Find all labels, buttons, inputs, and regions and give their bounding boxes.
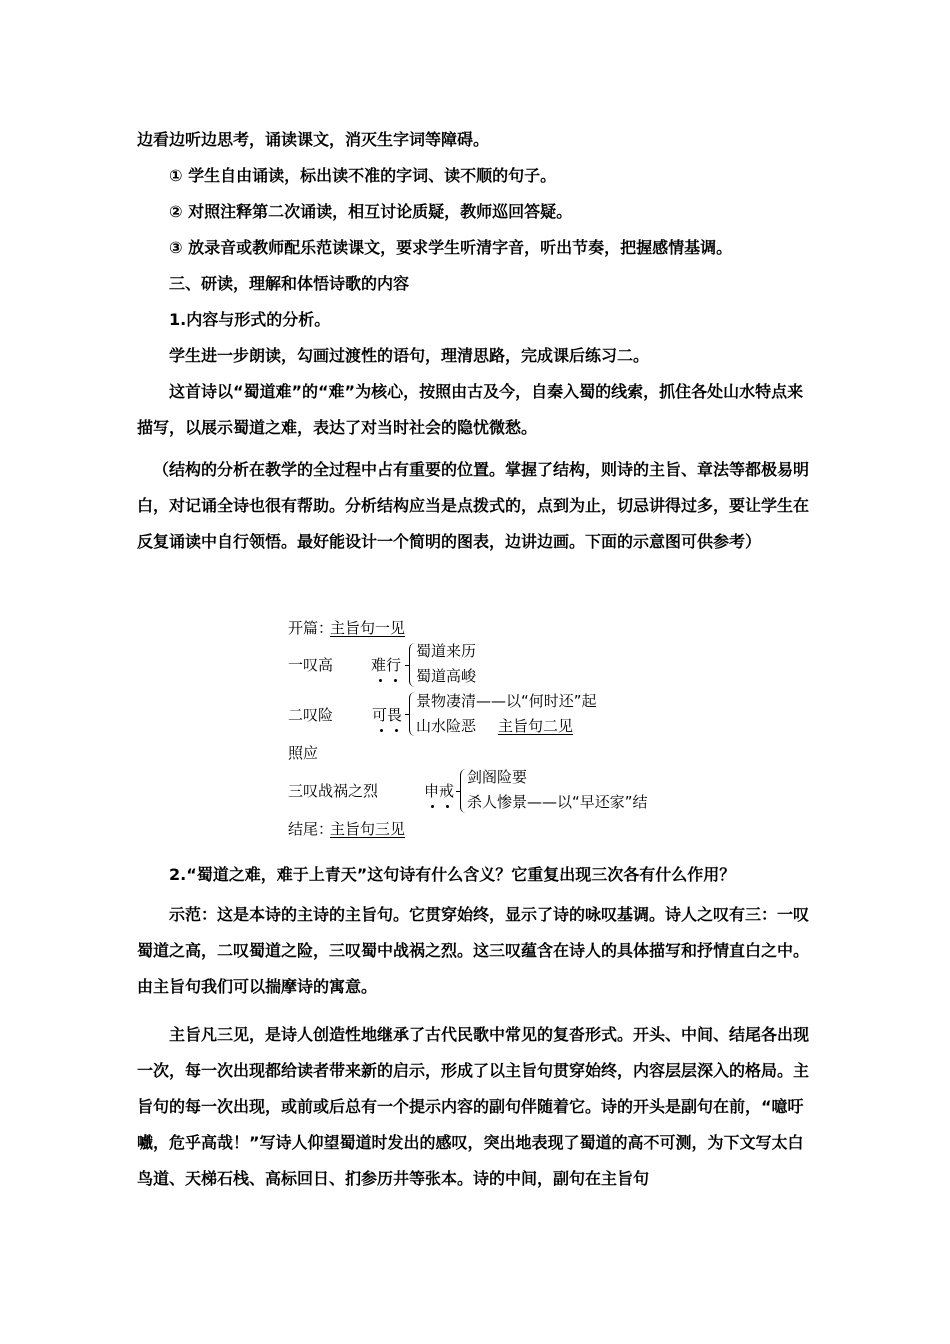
diagram-row1-key: 难行 <box>371 656 402 674</box>
emphasis-dot <box>446 805 449 808</box>
diagram-row3-item2: 杀人惨景——以“早还家”结 <box>467 793 648 811</box>
diagram-row2-key: 可畏 <box>372 706 403 724</box>
diagram-row3-item1: 剑阁险要 <box>467 768 528 786</box>
paragraph-theme-repetition: 主旨凡三见，是诗人创造性地继承了古代民歌中常见的复沓形式。开头、中间、结尾各出现一次，每一次出现都给读者带来新的启示，形成了以主旨句贯穿始终，内容层层深入的格局。主旨句的每一次出现，或前或后总有一个提示内容的副句伴随着它。诗的开头是副句在前，“噫吁嚱，危乎高哉！”写诗人仰望蜀道时发出的感叹，突出地表现了蜀道的高不可测，为下文写太白鸟道、天梯石栈、高标回日、扪参历井等张本。诗的中间，副句在主旨句 <box>137 1025 810 1188</box>
section-heading-3: 三、研读，理解和体悟诗歌的内容 <box>169 274 410 293</box>
emphasis-dot <box>380 729 383 732</box>
diagram-row1-item1: 蜀道来历 <box>416 642 477 660</box>
subheading-2: 2.“蜀道之难，难于上青天”这句诗有什么含义？它重复出现三次各有什么作用？ <box>169 865 736 884</box>
diagram-row2-label: 二叹险 <box>288 706 334 724</box>
emphasis-dot <box>379 679 382 682</box>
diagram-ending-text: 主旨句三见 <box>330 820 406 838</box>
diagram-ending-label: 结尾： <box>288 820 334 838</box>
paragraph-read-further: 学生进一步朗读，勾画过渡性的语句，理清思路，完成课后练习二。 <box>169 346 650 365</box>
emphasis-dot <box>395 729 398 732</box>
emphasis-dot <box>431 805 434 808</box>
diagram-echo: 照应 <box>288 744 319 762</box>
diagram-row1-label: 一叹高 <box>288 656 334 674</box>
diagram-row1-item2: 蜀道高峻 <box>416 667 477 685</box>
diagram-row3-key: 申戒 <box>424 782 455 800</box>
emphasis-dot <box>394 679 397 682</box>
diagram-opening-label: 开篇： <box>288 619 334 637</box>
paragraph-step-3: ③ 放录音或教师配乐范读课文，要求学生听清字音，听出节奏，把握感情基调。 <box>169 238 733 257</box>
paragraph-step-1: ① 学生自由诵读，标出读不准的字词、读不顺的句子。 <box>169 166 557 185</box>
paragraph-example-answer: 示范：这是本诗的主诗的主旨句。它贯穿始终，显示了诗的咏叹基调。诗人之叹有三：一叹蜀道之高，二叹蜀道之险，三叹蜀中战祸之烈。这三叹蕴含在诗人的具体描写和抒情直白之中。由主旨句我们可以揣摩诗的寓意。 <box>137 905 810 996</box>
paragraph-step-2: ② 对照注释第二次诵读，相互讨论质疑，教师巡回答疑。 <box>169 202 573 221</box>
diagram-row2-item1: 景物凄清——以“何时还”起 <box>416 692 597 710</box>
diagram-brace <box>460 769 467 813</box>
diagram-brace <box>409 692 416 736</box>
diagram-opening-text: 主旨句一见 <box>330 619 406 637</box>
paragraph-core-theme: 这首诗以“蜀道难”的“难”为核心，按照由古及今，自秦入蜀的线索，抓住各处山水特点来描写，以展示蜀道之难，表达了对当时社会的隐忧微愁。 <box>137 382 804 437</box>
diagram-row3-label: 三叹战祸之烈 <box>288 782 379 800</box>
diagram-row2-item2-extra: 主旨句二见 <box>498 717 574 735</box>
subheading-1: 1.内容与形式的分析。 <box>169 310 331 329</box>
diagram-row2-item2: 山水险恶 <box>416 717 477 735</box>
paragraph-reading-intro: 边看边听边思考，诵读课文，消灭生字词等障碍。 <box>137 130 490 149</box>
paragraph-structure-note: （结构的分析在教学的全过程中占有重要的位置。掌握了结构，则诗的主旨、章法等都极易明白，对记诵全诗也很有帮助。分析结构应当是点拨式的，点到为止，切忌讲得过多，要让学生在反复诵读中自行领悟。最好能设计一个简明的图表，边讲边画。下面的示意图可供参考） <box>137 460 810 551</box>
diagram-brace <box>409 643 416 687</box>
